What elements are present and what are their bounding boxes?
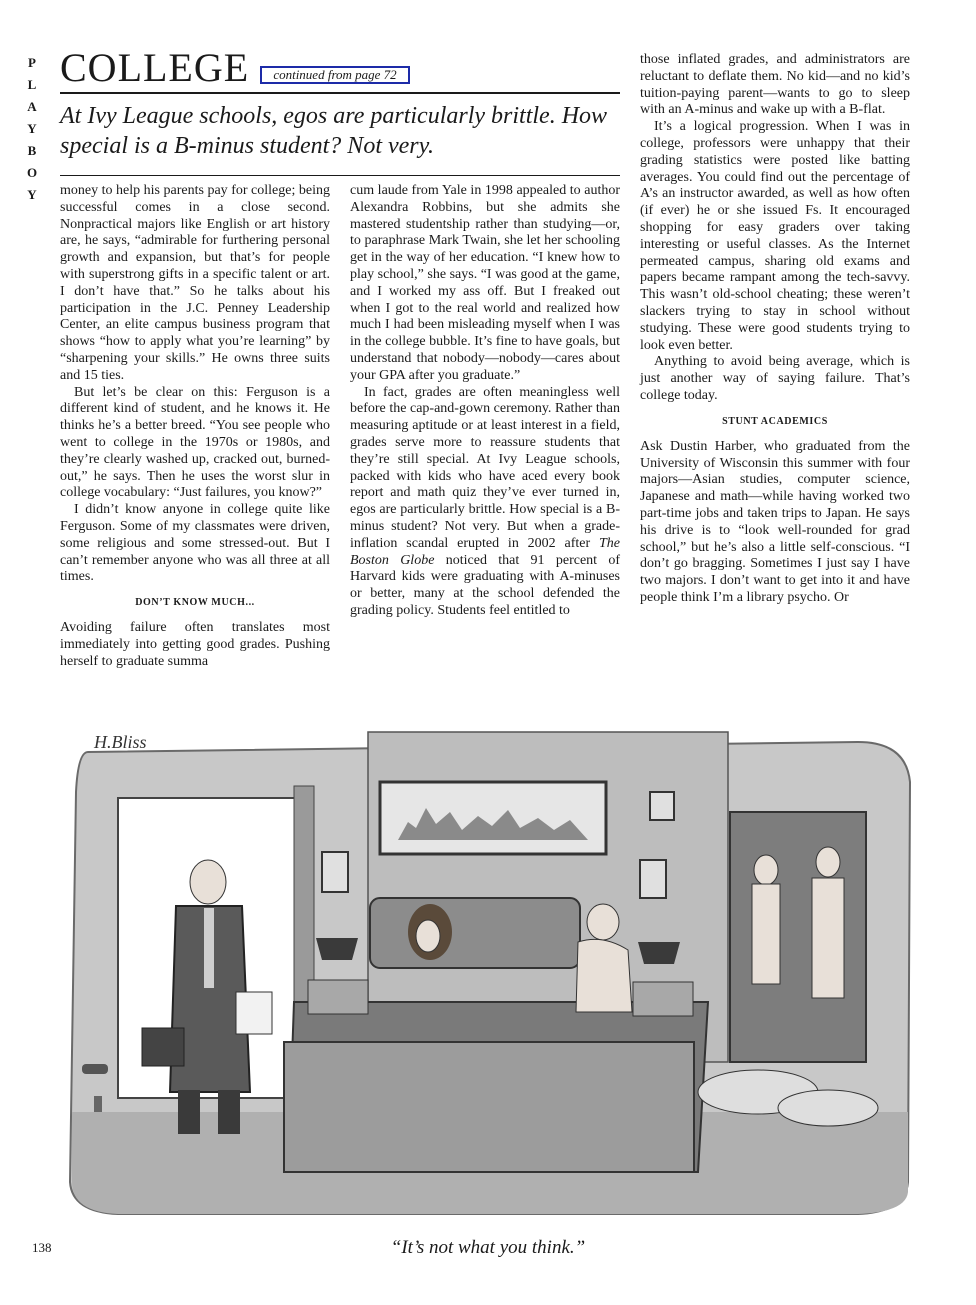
skyline-painting: [380, 782, 606, 854]
closet-man-head: [816, 847, 840, 877]
magazine-letter: P: [28, 55, 36, 70]
magazine-letter: B: [27, 143, 37, 158]
paragraph: Avoiding failure often translates most immediately into getting good grades. Pushing herself to graduate summa: [60, 620, 330, 669]
bottle: [82, 1064, 108, 1074]
paragraph-text: noticed that 91 percent of Harvard kids were graduating with A-minuses or better, many at the school defended the grading policy. Students feel entitled to: [350, 552, 621, 618]
cartoonist-signature: H.Bliss: [94, 732, 147, 752]
paragraph: It’s a logical progression. When I was in college, professors were unhappy that their grading statistics were posted like batting averages. You could find out the percentage of A’s an instructor awarded, as well as how often (if ever) he or she issued Fs. It encouraged shopping for easy graders over taking interesting or useful classes. As the Internet permeated campus, sharing old exams and papers became rampant among the tech-savvy. This wasn’t old-school cheating; these weren’t slackers trying to stay in school without studying. These were good students trying to look even better.: [640, 119, 910, 353]
deck-subheadline: At Ivy League schools, egos are particularly brittle. How special is a B-minus student? Not very.: [60, 103, 608, 159]
visitor-head: [190, 860, 226, 904]
paragraph: [350, 385, 620, 620]
article-column-3: [640, 52, 910, 607]
cartoon-illustration: [58, 712, 916, 1222]
visitor-leg: [218, 1090, 240, 1134]
bottle: [94, 1096, 102, 1112]
magazine-letter: Y: [27, 121, 37, 136]
paragraph-text: In fact, grades are often meaningless well before the cap-and-gown ceremony. Rather than measuring aptitude or at least interest in a field, grades serve more to reassure students that they’re still special. At Ivy League schools, packed with kids who have aced every book report and math quiz they’ve ever turned in, egos are particularly brittle. How special is a B-minus student? Not very. But when a grade-inflation scandal erupted in 2002 after: [350, 384, 620, 551]
newspaper: [236, 992, 272, 1034]
paragraph: cum laude from Yale in 1998 appealed to author Alexandra Robbins, but she admits she mastered studentship rather than studying—or, to paraphrase Mark Twain, she let her schooling get in the way of her education. “I knew how to play school,” she says. “I was good at the game, and I worked my ass off. But I freaked out when I got to the real world and realized how much I had been misleading myself when I was in the college bubble. It’s fine to have goals, but understand that nobody—nobody—cares about your GPA after you graduate.”: [350, 183, 620, 383]
magazine-name-vertical: [22, 52, 42, 206]
magazine-letter: O: [26, 165, 38, 180]
article-column-2: [350, 183, 620, 620]
closet: [730, 812, 866, 1062]
closet-man-body: [812, 878, 844, 998]
paragraph: But let’s be clear on this: Ferguson is a different kind of student, and he knows it. He thinks he’s a better breed. “You see people who went to college in the 1970s or 1980s, and they’re clearly washed up, cracked out, burned-out,” he says. Then he uses the worst slur in college vocabulary: “Just failures, you know?”: [60, 384, 330, 501]
cartoon-caption: “It’s not what you think.”: [390, 1237, 586, 1258]
lamp: [638, 942, 680, 964]
visitor-leg: [178, 1090, 200, 1134]
nightstand: [308, 980, 368, 1014]
paragraph: I didn’t know anyone in college quite like Ferguson. Some of my classmates were driven, some religious and some stressed-out. But I can’t remember anyone who was all three at all times.: [60, 502, 330, 585]
page-number: 138: [32, 1240, 52, 1255]
publication-name: The Boston Globe: [350, 535, 620, 568]
closet-man-head: [754, 855, 778, 885]
subhead-dont-know-much: DON’T KNOW MUCH...: [135, 597, 255, 609]
woman-face: [416, 920, 440, 952]
deck-rule: [60, 175, 620, 176]
picture-frame: [650, 792, 674, 820]
briefcase: [142, 1028, 184, 1066]
floor-man: [778, 1090, 878, 1126]
visitor-tie: [204, 908, 214, 988]
footboard: [284, 1042, 694, 1172]
paragraph: Ask Dustin Harber, who graduated from the University of Wisconsin this summer with four majors—Asian studies, computer science, Japanese and math—while having worked two part-time jobs and taken trips to Japan. He says his drive is to “look well-rounded for grad school,” but he’s also a little self-conscious. “I don’t go bragging. Sometimes I just say I have two majors. I don’t want to get into it and have people think I’m a library psycho. Or: [640, 438, 910, 605]
article-column-1: [60, 183, 330, 671]
man-bed-head: [587, 904, 619, 940]
lamp: [316, 938, 358, 960]
section-title: COLLEGE: [60, 45, 250, 90]
subhead-stunt-academics: STUNT ACADEMICS: [722, 415, 828, 427]
picture-frame: [640, 860, 666, 898]
man-bed-torso: [576, 939, 632, 1012]
picture-frame: [322, 852, 348, 892]
magazine-letter: Y: [27, 187, 37, 202]
headboard: [370, 898, 580, 968]
paragraph: Anything to avoid being average, which is just another way of saying failure. That’s college today.: [640, 354, 910, 403]
magazine-letter: L: [27, 77, 37, 92]
title-rule: [60, 92, 620, 94]
continued-from-link[interactable]: continued from page 72: [260, 66, 410, 84]
nightstand: [633, 982, 693, 1016]
paragraph: money to help his parents pay for college; being successful comes in a close second. Nonpractical majors like English or art history are, he says, “admirable for furthering personal growth and expansion, but that’s for people with superstrong gifts in a specific talent or art. I don’t have that.” So he talks about his participation in the J.C. Penney Leadership Center, an elite campus business program that shows “how to apply what you’re learning” by “sharpening your skills.” He owns three suits and 15 ties.: [60, 183, 330, 383]
closet-man-body: [752, 884, 780, 984]
paragraph: those inflated grades, and administrators are reluctant to deflate them. No kid—and no kid’s tuition-paying parent—wants to go to sleep with an A-minus and wake up with a B-flat.: [640, 52, 910, 118]
magazine-letter: A: [27, 99, 37, 114]
